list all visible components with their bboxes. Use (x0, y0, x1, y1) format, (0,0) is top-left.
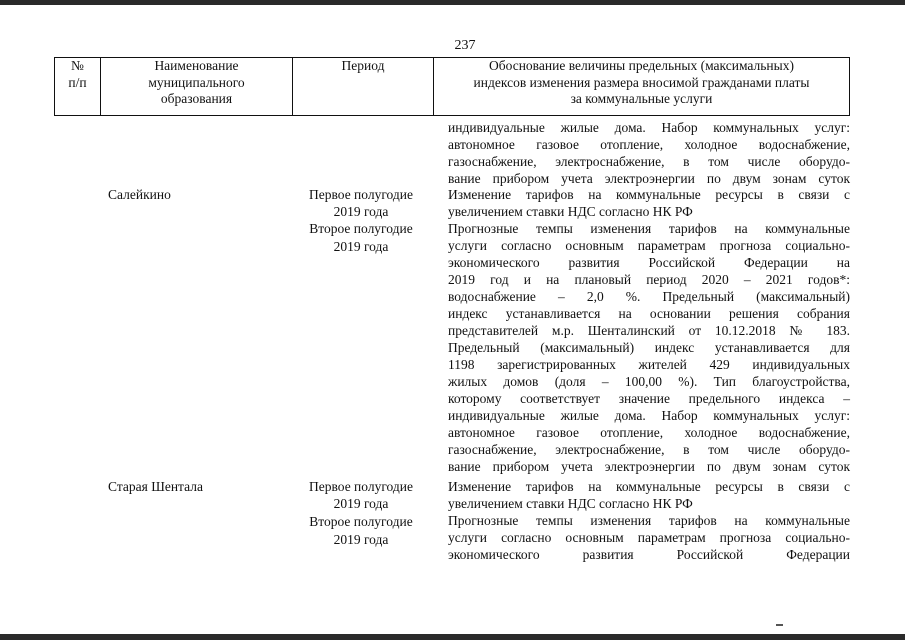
period-line: 2019 года (333, 532, 389, 547)
municipality-name: Салейкино (108, 187, 171, 202)
basis-line: автономное газовое отопление, холодное водоснабжение, (448, 425, 850, 440)
header-period-line: Период (341, 58, 385, 73)
basis-line: 2019 год и на плановый период 2020 – 2021 годов*: (448, 272, 850, 287)
basis-line: жилых домов (доля – 100,00 %). Тип благоустройства, (448, 374, 850, 389)
basis-line: индивидуальные жилые дома. Набор коммунальных услуг: (448, 408, 850, 423)
header-number-line: п/п (68, 74, 87, 90)
header-municipality-line: Наименование (154, 58, 239, 73)
basis-line: Предельный (максимальный) индекс устанавливается для (448, 340, 850, 355)
header-municipality-line: муниципального (148, 74, 245, 90)
basis-line: газоснабжение, электроснабжение, в том числе оборудо- (448, 442, 850, 457)
continuation-line: вание прибором учета электроэнергии по двум зонам суток (448, 171, 850, 186)
basis-line: увеличением ставки НДС согласно НК РФ (448, 204, 693, 219)
basis-line: представителей м.р. Шенталинский от 10.12.2018 № 183. (448, 323, 850, 338)
basis-line: индекс устанавливается на основании решения собрания (448, 306, 850, 321)
period-line: Второе полугодие (309, 221, 413, 236)
header-number (55, 58, 100, 91)
continuation-line: индивидуальные жилые дома. Набор коммунальных услуг: (448, 120, 850, 135)
header-basis (434, 58, 849, 108)
municipality-name: Старая Шентала (108, 479, 203, 494)
period-line: Первое полугодие (309, 187, 413, 202)
table-header-rule (54, 115, 850, 116)
scan-top-border (0, 0, 905, 5)
header-municipality-line: образования (160, 91, 233, 106)
period-line: 2019 года (333, 239, 389, 254)
header-basis-line: индексов изменения размера вносимой гражданами платы (473, 74, 810, 90)
continuation-line: автономное газовое отопление, холодное водоснабжение, (448, 137, 850, 152)
period-line: 2019 года (333, 496, 389, 511)
basis-line: водоснабжение – 2,0 %. Предельный (максимальный) (448, 289, 850, 304)
basis-line: Изменение тарифов на коммунальные ресурсы в связи с (448, 479, 850, 494)
basis-line: услуги согласно основным параметрам прогноза социально- (448, 238, 850, 253)
basis-line: вание прибором учета электроэнергии по двум зонам суток (448, 459, 850, 474)
basis-line: 1198 зарегистрированных жителей 429 индивидуальных (448, 357, 850, 372)
period-line: 2019 года (333, 204, 389, 219)
basis-line: экономического развития Российской Федерации на (448, 255, 850, 270)
continuation-line: газоснабжение, электроснабжение, в том числе оборудо- (448, 154, 850, 169)
header-basis-line: Обоснование величины предельных (максимальных) (489, 58, 794, 73)
basis-line: услуги согласно основным параметрам прогноза социально- (448, 530, 850, 545)
basis-line: экономического развития Российской Федерации (448, 547, 850, 562)
basis-line: которому соответствует значение предельного индекса – (448, 391, 850, 406)
header-number-line: № (71, 58, 84, 73)
scan-bottom-border (0, 634, 905, 640)
header-municipality (101, 58, 292, 108)
period-line: Первое полугодие (309, 479, 413, 494)
basis-line: Изменение тарифов на коммунальные ресурсы в связи с (448, 187, 850, 202)
header-basis-line: за коммунальные услуги (570, 91, 713, 106)
page-number: 237 (454, 38, 476, 53)
basis-line: увеличением ставки НДС согласно НК РФ (448, 496, 693, 511)
basis-line: Прогнозные темпы изменения тарифов на коммунальные (448, 513, 850, 528)
period-line: Второе полугодие (309, 514, 413, 529)
basis-line: Прогнозные темпы изменения тарифов на коммунальные (448, 221, 850, 236)
header-period (293, 58, 433, 75)
scan-mark (776, 624, 783, 626)
table-right-border (849, 57, 850, 116)
